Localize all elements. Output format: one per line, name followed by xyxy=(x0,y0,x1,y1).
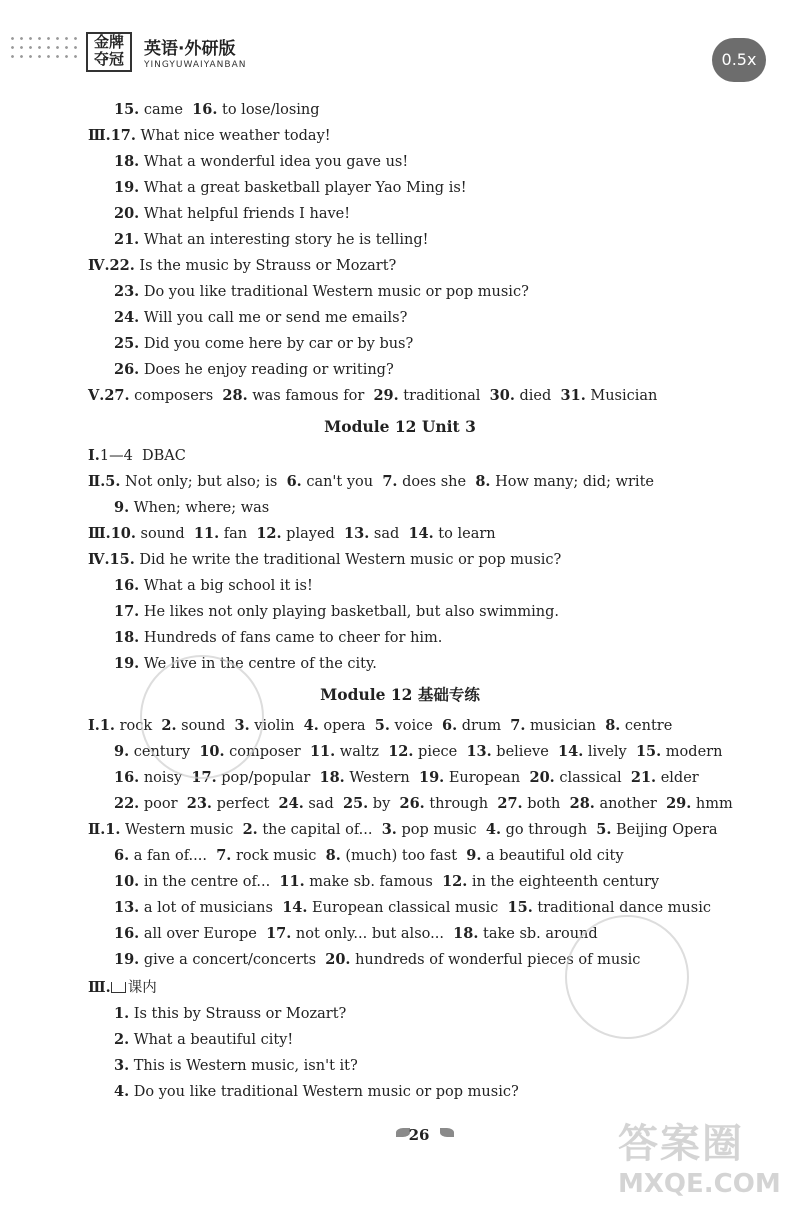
in-class-icon xyxy=(111,982,126,993)
item-number: 3. xyxy=(114,1057,130,1074)
item-number: 5. xyxy=(105,473,121,490)
item-number: 10. xyxy=(199,743,225,760)
item-number: 28. xyxy=(222,387,248,404)
answer-line xyxy=(114,950,640,970)
item-number: 10. xyxy=(114,873,140,890)
item-number: 11. xyxy=(193,525,220,542)
item-number: 5. xyxy=(374,717,390,734)
answer-line xyxy=(114,654,377,674)
answer-text: century xyxy=(129,744,200,760)
answer-text: modern xyxy=(661,744,723,760)
answer-text: centre xyxy=(620,718,673,734)
item-number: 8. xyxy=(325,847,341,864)
answer-text: When; where; was xyxy=(129,500,270,516)
answer-line xyxy=(114,794,733,814)
leaf-icon xyxy=(440,1128,454,1137)
item-number: 12. xyxy=(388,743,414,760)
answer-text: give a concert/concerts xyxy=(139,952,326,968)
item-number: 15. xyxy=(635,743,662,760)
item-number: 20. xyxy=(529,769,555,786)
answer-text: both xyxy=(522,796,570,812)
answer-text: 课内 xyxy=(127,980,157,996)
answer-text: What a wonderful idea you gave us! xyxy=(139,154,409,170)
answer-text: fan xyxy=(219,526,257,542)
item-number: 16. xyxy=(114,769,140,786)
item-number: 22. xyxy=(114,795,140,812)
answer-text: died xyxy=(514,388,561,404)
answer-line xyxy=(114,178,467,198)
item-number: 2. xyxy=(114,1031,130,1048)
answer-text: elder xyxy=(656,770,699,786)
item-number: 13. xyxy=(114,899,140,916)
item-number: 21. xyxy=(630,769,657,786)
answer-line xyxy=(114,628,442,648)
item-number: 8. xyxy=(605,717,621,734)
item-number: 19. xyxy=(114,655,140,672)
answer-text: sad xyxy=(303,796,343,812)
answer-line xyxy=(114,334,413,354)
answer-text: not only... but also... xyxy=(291,926,454,942)
answer-text: pop music xyxy=(396,822,486,838)
item-number: 14. xyxy=(558,743,584,760)
item-number: 6. xyxy=(286,473,302,490)
answer-text: What a beautiful city! xyxy=(129,1032,294,1048)
answer-line xyxy=(114,230,429,250)
answer-text: came xyxy=(139,102,193,118)
answer-text: in the centre of... xyxy=(139,874,280,890)
watermark-cn: 答案圈 xyxy=(618,1121,744,1167)
answer-text: a lot of musicians xyxy=(139,900,283,916)
item-number: 27. xyxy=(104,387,130,404)
answer-text: Will you call me or send me emails? xyxy=(139,310,408,326)
answer-text: traditional xyxy=(398,388,490,404)
item-number: 19. xyxy=(114,179,140,196)
section-label: Ⅲ. xyxy=(88,979,111,996)
answer-text: noisy xyxy=(139,770,192,786)
answer-text: Western xyxy=(344,770,419,786)
item-number: 22. xyxy=(109,257,135,274)
item-number: 18. xyxy=(114,153,140,170)
answer-text: Is the music by Strauss or Mozart? xyxy=(134,258,397,274)
logo-line-2: 夺冠 xyxy=(93,50,124,68)
item-number: 13. xyxy=(344,525,370,542)
item-number: 4. xyxy=(303,717,319,734)
item-number: 24. xyxy=(278,795,304,812)
item-number: 3. xyxy=(234,717,250,734)
answer-line xyxy=(88,978,157,998)
answer-text: European xyxy=(444,770,530,786)
item-number: 25. xyxy=(114,335,140,352)
item-number: 13. xyxy=(466,743,492,760)
answer-text: Hundreds of fans came to cheer for him. xyxy=(139,630,443,646)
item-number: 19. xyxy=(114,951,140,968)
answer-text: sad xyxy=(369,526,409,542)
answer-text: lively xyxy=(583,744,636,760)
answer-line xyxy=(114,924,598,944)
answer-text: pop/popular xyxy=(216,770,320,786)
item-number: 17. xyxy=(110,127,136,144)
answer-text: a fan of.... xyxy=(129,848,217,864)
answer-text: through xyxy=(424,796,498,812)
answer-text: take sb. around xyxy=(478,926,598,942)
item-number: 9. xyxy=(114,499,130,516)
item-number: 18. xyxy=(319,769,345,786)
answer-line xyxy=(114,152,408,172)
item-number: 7. xyxy=(216,847,232,864)
item-number: 11. xyxy=(279,873,305,890)
item-number: 17. xyxy=(191,769,217,786)
item-number: 2. xyxy=(242,821,258,838)
answer-line xyxy=(114,1030,293,1050)
item-number: 9. xyxy=(466,847,482,864)
answer-text: hundreds of wonderful pieces of music xyxy=(350,952,641,968)
item-number: 16. xyxy=(114,925,140,942)
answer-text: classical xyxy=(554,770,631,786)
item-number: 7. xyxy=(382,473,398,490)
answer-text: drum xyxy=(457,718,511,734)
item-number: 4. xyxy=(114,1083,130,1100)
item-number: 23. xyxy=(186,795,212,812)
answer-text: poor xyxy=(139,796,187,812)
answer-text: to lose/losing xyxy=(217,102,320,118)
answer-text: How many; did; write xyxy=(490,474,654,490)
answer-text: We live in the centre of the city. xyxy=(139,656,377,672)
answer-line xyxy=(114,602,559,622)
section-label: Ⅰ. xyxy=(88,447,100,464)
item-number: 31. xyxy=(560,387,586,404)
item-number: 17. xyxy=(266,925,292,942)
answer-text: What nice weather today! xyxy=(135,128,331,144)
answer-text: by xyxy=(368,796,400,812)
item-number: 18. xyxy=(114,629,140,646)
logo-line-1: 金牌 xyxy=(93,33,124,51)
answer-line xyxy=(114,360,394,380)
site-watermark xyxy=(618,1120,781,1205)
answer-text: believe xyxy=(491,744,559,760)
answer-line xyxy=(114,100,320,120)
answer-text: musician xyxy=(525,718,606,734)
answer-text: was famous for xyxy=(247,388,374,404)
item-number: 28. xyxy=(569,795,595,812)
answer-text: rock xyxy=(114,718,162,734)
answer-line xyxy=(114,846,624,866)
page-header xyxy=(0,0,800,80)
item-number: 4. xyxy=(485,821,502,838)
item-number: 29. xyxy=(666,795,692,812)
answer-text: What an interesting story he is telling! xyxy=(139,232,429,248)
answer-text: hmm xyxy=(691,796,733,812)
item-number: 16. xyxy=(114,577,140,594)
answer-text: Does he enjoy reading or writing? xyxy=(139,362,394,378)
answer-line xyxy=(114,872,659,892)
item-number: 26. xyxy=(399,795,425,812)
answer-text: What helpful friends I have! xyxy=(139,206,351,222)
item-number: 20. xyxy=(114,205,140,222)
item-number: 15. xyxy=(507,899,533,916)
answer-text: a beautiful old city xyxy=(481,848,624,864)
item-number: 6. xyxy=(442,717,458,734)
section-label: Ⅰ. xyxy=(88,717,100,734)
item-number: 30. xyxy=(489,387,515,404)
answer-line xyxy=(88,472,654,492)
answer-text: 1—4 DBAC xyxy=(99,448,186,464)
answer-text: Is this by Strauss or Mozart? xyxy=(129,1006,347,1022)
item-number: 12. xyxy=(442,873,468,890)
item-number: 7. xyxy=(510,717,526,734)
answer-text: perfect xyxy=(211,796,279,812)
item-number: 15. xyxy=(109,551,135,568)
item-number: 20. xyxy=(325,951,351,968)
item-number: 15. xyxy=(114,101,140,118)
answer-line xyxy=(114,1004,346,1024)
item-number: 16. xyxy=(192,101,218,118)
section-heading: Module 12 Unit 3 xyxy=(324,417,476,436)
section-label: Ⅳ. xyxy=(88,257,110,274)
stamp-watermark xyxy=(565,915,689,1039)
answer-text: does she xyxy=(397,474,476,490)
answer-line xyxy=(88,820,718,840)
item-number: 2. xyxy=(161,717,177,734)
answer-text: Western music xyxy=(120,822,243,838)
answer-text: rock music xyxy=(231,848,326,864)
section-label: Ⅲ. xyxy=(88,127,111,144)
answer-line xyxy=(88,446,186,466)
answer-text: voice xyxy=(389,718,443,734)
answer-text: Beijing Opera xyxy=(611,822,718,838)
answer-line xyxy=(114,498,269,518)
answer-text: Musician xyxy=(585,388,658,404)
answer-line xyxy=(114,204,350,224)
answer-text: violin xyxy=(249,718,304,734)
watermark-en: MXQE.COM xyxy=(618,1169,781,1199)
item-number: 23. xyxy=(114,283,140,300)
page-number: 26 xyxy=(408,1126,430,1144)
answer-line xyxy=(114,576,313,596)
answer-line xyxy=(88,386,657,406)
answer-text: (much) too fast xyxy=(340,848,467,864)
answer-text: Not only; but also; is xyxy=(120,474,287,490)
answer-text: Do you like traditional Western music or pop music? xyxy=(139,284,529,300)
item-number: 14. xyxy=(408,525,434,542)
answer-text: opera xyxy=(318,718,375,734)
item-number: 27. xyxy=(497,795,523,812)
item-number: 26. xyxy=(114,361,140,378)
answer-text: This is Western music, isn't it? xyxy=(129,1058,358,1074)
answer-text: the capital of... xyxy=(257,822,382,838)
item-number: 24. xyxy=(114,309,140,326)
item-number: 5. xyxy=(596,821,612,838)
item-number: 1. xyxy=(114,1005,130,1022)
section-label: Ⅴ. xyxy=(88,387,105,404)
item-number: 17. xyxy=(114,603,140,620)
item-number: 19. xyxy=(418,769,445,786)
answer-text: make sb. famous xyxy=(304,874,443,890)
item-number: 29. xyxy=(373,387,399,404)
answer-text: go through xyxy=(501,822,597,838)
item-number: 1. xyxy=(105,821,121,838)
answer-text: waltz xyxy=(335,744,389,760)
answer-text: What a great basketball player Yao Ming is! xyxy=(139,180,467,196)
answer-text: in the eighteenth century xyxy=(467,874,660,890)
answer-line xyxy=(114,1056,358,1076)
item-number: 10. xyxy=(110,525,136,542)
answer-line xyxy=(88,550,561,570)
answer-text: sound xyxy=(176,718,235,734)
answer-line xyxy=(114,1082,519,1102)
section-label: Ⅱ. xyxy=(88,473,106,490)
answer-text: another xyxy=(594,796,667,812)
item-number: 21. xyxy=(114,231,140,248)
answer-text: composers xyxy=(129,388,223,404)
answer-text: European classical music xyxy=(307,900,508,916)
section-label: Ⅲ. xyxy=(88,525,111,542)
answer-line xyxy=(88,524,496,544)
brand-logo xyxy=(86,32,132,72)
item-number: 6. xyxy=(114,847,130,864)
answer-line xyxy=(88,256,396,276)
item-number: 14. xyxy=(282,899,308,916)
answer-text: What a big school it is! xyxy=(139,578,313,594)
item-number: 8. xyxy=(475,473,491,490)
section-label: Ⅳ. xyxy=(88,551,110,568)
item-number: 11. xyxy=(309,743,336,760)
decorative-dots xyxy=(8,34,82,64)
book-subtitle: YINGYUWAIYANBAN xyxy=(144,60,247,70)
answer-text: He likes not only playing basketball, but also swimming. xyxy=(139,604,559,620)
answer-text: all over Europe xyxy=(139,926,267,942)
answer-text: traditional dance music xyxy=(532,900,711,916)
answer-text: piece xyxy=(413,744,467,760)
item-number: 1. xyxy=(99,717,115,734)
answer-text: to learn xyxy=(433,526,496,542)
answer-line xyxy=(114,308,407,328)
item-number: 12. xyxy=(256,525,282,542)
answer-text: played xyxy=(281,526,345,542)
item-number: 9. xyxy=(114,743,130,760)
playback-speed-button[interactable]: 0.5x xyxy=(712,38,766,82)
answer-text: can't you xyxy=(301,474,383,490)
book-title: 英语·外研版 xyxy=(144,39,236,59)
item-number: 25. xyxy=(342,795,369,812)
stamp-watermark xyxy=(140,655,264,779)
section-heading: Module 12 基础专练 xyxy=(320,685,480,704)
item-number: 3. xyxy=(381,821,397,838)
answer-text: Did he write the traditional Western music or pop music? xyxy=(134,552,562,568)
answer-text: Did you come here by car or by bus? xyxy=(139,336,414,352)
section-label: Ⅱ. xyxy=(88,821,106,838)
answer-text: composer xyxy=(224,744,310,760)
answer-text: sound xyxy=(135,526,194,542)
answer-line xyxy=(88,126,331,146)
answer-text: Do you like traditional Western music or pop music? xyxy=(129,1084,519,1100)
item-number: 18. xyxy=(453,925,479,942)
answer-line xyxy=(114,282,529,302)
